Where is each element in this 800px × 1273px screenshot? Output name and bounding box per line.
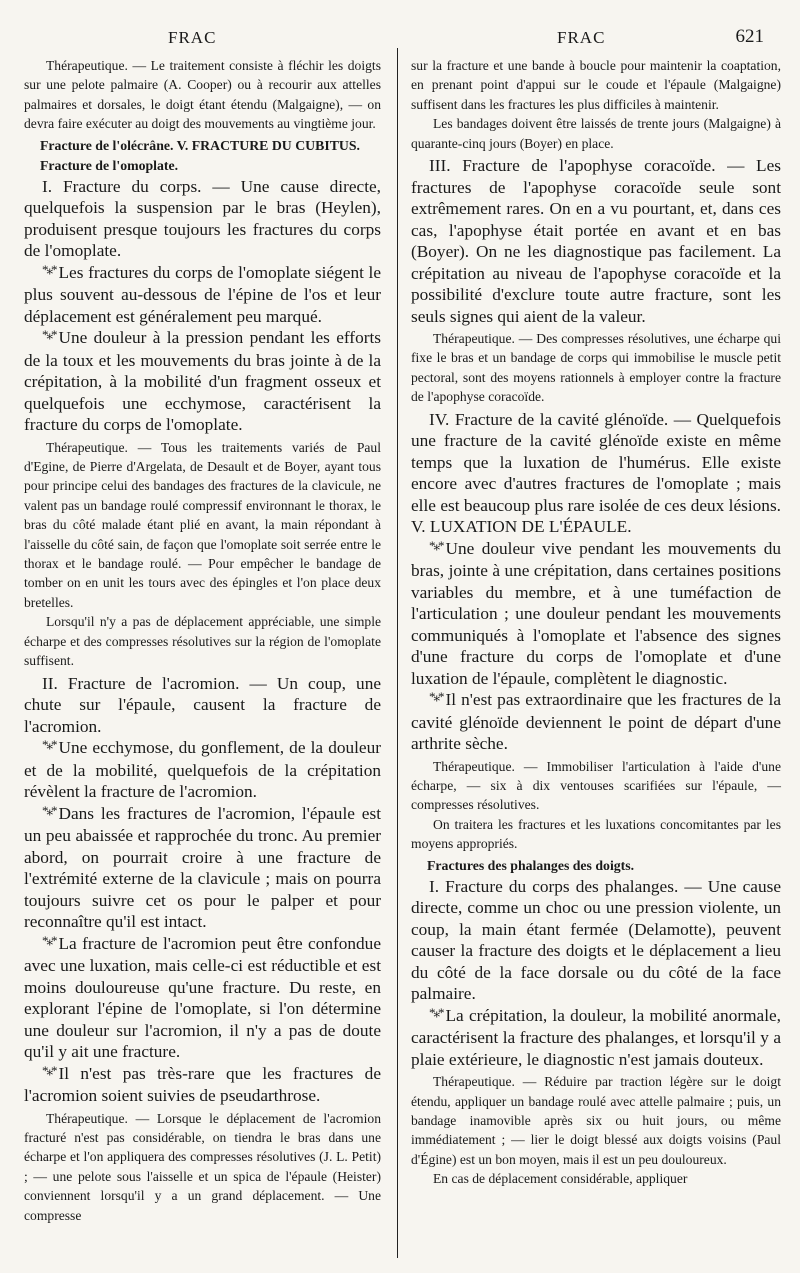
therapeutics-paragraph: Thérapeutique. — Lorsque le déplacement de l'acromion fracturé n'est pas considérable, on tiendra le bras dans une écharpe et l'on appliquera des compresses résolutives (J. L. Petit) ; — une pelote sous l'aisselle et un spica de l'épaule (Heister) conviennent lorsqu'il y a un grand déplacement. — Une compresse <box>24 1110 381 1223</box>
section-heading: Fracture de l'olécrâne. V. FRACTURE DU CUBITUS. <box>40 137 360 153</box>
therapeutics-paragraph: Thérapeutique. — Immobiliser l'articulation à l'aide d'une écharpe, — six à dix ventouses scarifiées sur l'épaule, — compresses résolutives. <box>411 758 781 813</box>
asterism-icon: *⁎* <box>42 261 56 277</box>
therapeutics-paragraph: Thérapeutique. — Tous les traitements variés de Paul d'Egine, de Pierre d'Argelata, de Desault et de Boyer, ayant tous pour principe celui des bandages des fractures de la clavicule, ne valent pas un bandage roulé compressif environnant le thorax, le bras du côté malade étant plié en avant, la main répondant à l'aisselle du côté sain, de façon que l'omoplate soit serrée entre le thorax et le bandage roulé. — Pour empêcher le bandage de tomber on en unit les tours avec des épingles et l'on place deux bretelles. <box>24 439 381 610</box>
body-paragraph: La crépitation, la douleur, la mobilité anormale, caractérisent la fracture des phalanges, et lorsqu'il y a plaie extérieure, le diagnostic n'est jamais douteux. <box>411 1005 781 1069</box>
page-number: 621 <box>735 26 764 47</box>
running-head-right: FRAC <box>557 28 606 47</box>
body-paragraph: Il n'est pas très-rare que les fractures de l'acromion soient suivies de pseudarthrose. <box>24 1063 381 1105</box>
asterism-icon: *⁎* <box>429 1004 443 1020</box>
small-paragraph: En cas de déplacement considérable, appliquer <box>433 1171 688 1187</box>
body-paragraph: Dans les fractures de l'acromion, l'épaule est un peu abaissée et rapprochée du tronc. Au premier abord, on pourrait croire à une fracture de l'extrémité externe de la clavicule ; mais on pourra toujours suivre cet os pour le palper et pour reconnaître qu'il est intact. <box>24 803 381 931</box>
asterism-icon: *⁎* <box>42 802 56 818</box>
asterism-icon: *⁎* <box>42 1062 56 1078</box>
body-paragraph: I. Fracture du corps. — Une cause directe, quelquefois la suspension par le bras (Heylen), produisent presque toujours les fractures du corps de l'omoplate. <box>24 176 381 261</box>
small-paragraph: Lorsqu'il n'y a pas de déplacement appréciable, une simple écharpe et des compresses résolutives sur la région de l'omoplate suffisent. <box>24 614 381 669</box>
right-column <box>411 56 781 1189</box>
small-paragraph: On traitera les fractures et les luxations concomitantes par les moyens appropriés. <box>411 816 781 852</box>
body-paragraph: Une douleur à la pression pendant les efforts de la toux et les mouvements du bras jointe à de la crépitation, à la mobilité d'un fragment osseux et quelquefois une ecchymose, caractérisent la fracture du corps de l'omoplate. <box>24 328 381 435</box>
section-heading: Fractures des phalanges des doigts. <box>427 857 635 873</box>
asterism-icon: *⁎* <box>429 689 443 705</box>
asterism-icon: *⁎* <box>42 932 56 948</box>
asterism-icon: *⁎* <box>429 537 443 553</box>
body-paragraph: I. Fracture du corps des phalanges. — Une cause directe, comme un choc ou une pression violente, un coup, la main étant fermée (Delamotte), peuvent causer la fracture des doigts et le déplacement a lieu du côté de la face dorsale ou du côté de la face palmaire. <box>411 876 781 1004</box>
therapeutics-paragraph: Thérapeutique. — Réduire par traction légère sur le doigt étendu, appliquer un bandage roulé avec attelle palmaire ; puis, un bandage inamovible après six ou huit jours, ou même immédiatement ; — lier le doigt blessé aux doigts voisins (Paul d'Égine) est un bon moyen, mais il est un peu douloureux. <box>411 1074 781 1167</box>
left-column <box>24 56 381 1225</box>
asterism-icon: *⁎* <box>42 327 56 343</box>
running-head-left: FRAC <box>168 28 217 47</box>
body-paragraph: Les fractures du corps de l'omoplate siégent le plus souvent au-dessous de l'épine de l'os et leur déplacement est généralement peu marqué. <box>24 262 381 326</box>
body-paragraph: III. Fracture de l'apophyse coracoïde. — Les fractures de l'apophyse coracoïde seule sont extrêmement rares. On en a vu pourtant, et, dans ces cas, l'apophyse était portée en avant et en bas (Boyer). On ne les diagnostique pas facilement. La crépitation au niveau de l'apophyse coracoïde et la possibilité d'exclure toute autre fracture, sont les seuls signes qui aient de la valeur. <box>411 156 781 326</box>
body-paragraph: II. Fracture de l'acromion. — Un coup, une chute sur l'épaule, causent la fracture de l'acromion. <box>24 673 381 736</box>
small-paragraph: Les bandages doivent être laissés de trente jours (Malgaigne) à quarante-cinq jours (Boyer) en place. <box>411 116 781 151</box>
body-paragraph: Il n'est pas extraordinaire que les fractures de la cavité glénoïde deviennent le point de départ d'une arthrite sèche. <box>411 690 781 754</box>
body-paragraph: Une ecchymose, du gonflement, de la douleur et de la mobilité, quelquefois de la crépitation révèlent la fracture de l'acromion. <box>24 738 381 801</box>
body-paragraph: La fracture de l'acromion peut être confondue avec une luxation, mais celle-ci est réductible et est moins douloureuse qu'une fracture. Du reste, en explorant l'épine de l'omoplate, si l'on détermine une douleur sur l'acromion, il n'y a pas de doute qu'il y ait une fracture. <box>24 933 381 1061</box>
section-heading: Fracture de l'omoplate. <box>40 157 179 173</box>
body-paragraph: Une douleur vive pendant les mouvements du bras, jointe à une crépitation, dans certaines positions variables du membre, et à une tuméfaction de l'articulation ; une douleur pendant les mouvements communiqués à l'omoplate et l'absence des signes d'une fracture du corps de l'omoplate et d'une luxation de l'épaule, complètent le diagnostic. <box>411 538 781 688</box>
therapeutics-paragraph: Thérapeutique. — Des compresses résolutives, une écharpe qui fixe le bras et un bandage de corps qui immobilise le muscle petit pectoral, sont des moyens rationnels à employer contre la fracture de l'apophyse coracoïde. <box>411 331 781 405</box>
asterism-icon: *⁎* <box>42 737 56 752</box>
column-divider <box>397 48 398 1258</box>
therapeutics-paragraph: Thérapeutique. — Le traitement consiste à fléchir les doigts sur une pelote palmaire (A. Cooper) ou à recourir aux attelles palmaires et dorsales, le doigt étant étendu (Malgaigne), — on devra faire exécuter au doigt des mouvements au vingtième jour. <box>24 58 381 132</box>
continued-paragraph: sur la fracture et une bande à boucle pour maintenir la coaptation, en prenant point d'appui sur le coude et l'épaule (Malgaigne) suffisent dans les fractures les plus difficiles à maintenir. <box>411 58 781 112</box>
body-paragraph: IV. Fracture de la cavité glénoïde. — Quelquefois une fracture de la cavité glénoïde existe en même temps que la luxation de l'humérus. Elle existe encore avec d'autres fractures de l'omoplate ; mais elle est beaucoup plus rare isolée de ces deux lésions. V. LUXATION DE L'ÉPAULE. <box>411 409 781 537</box>
